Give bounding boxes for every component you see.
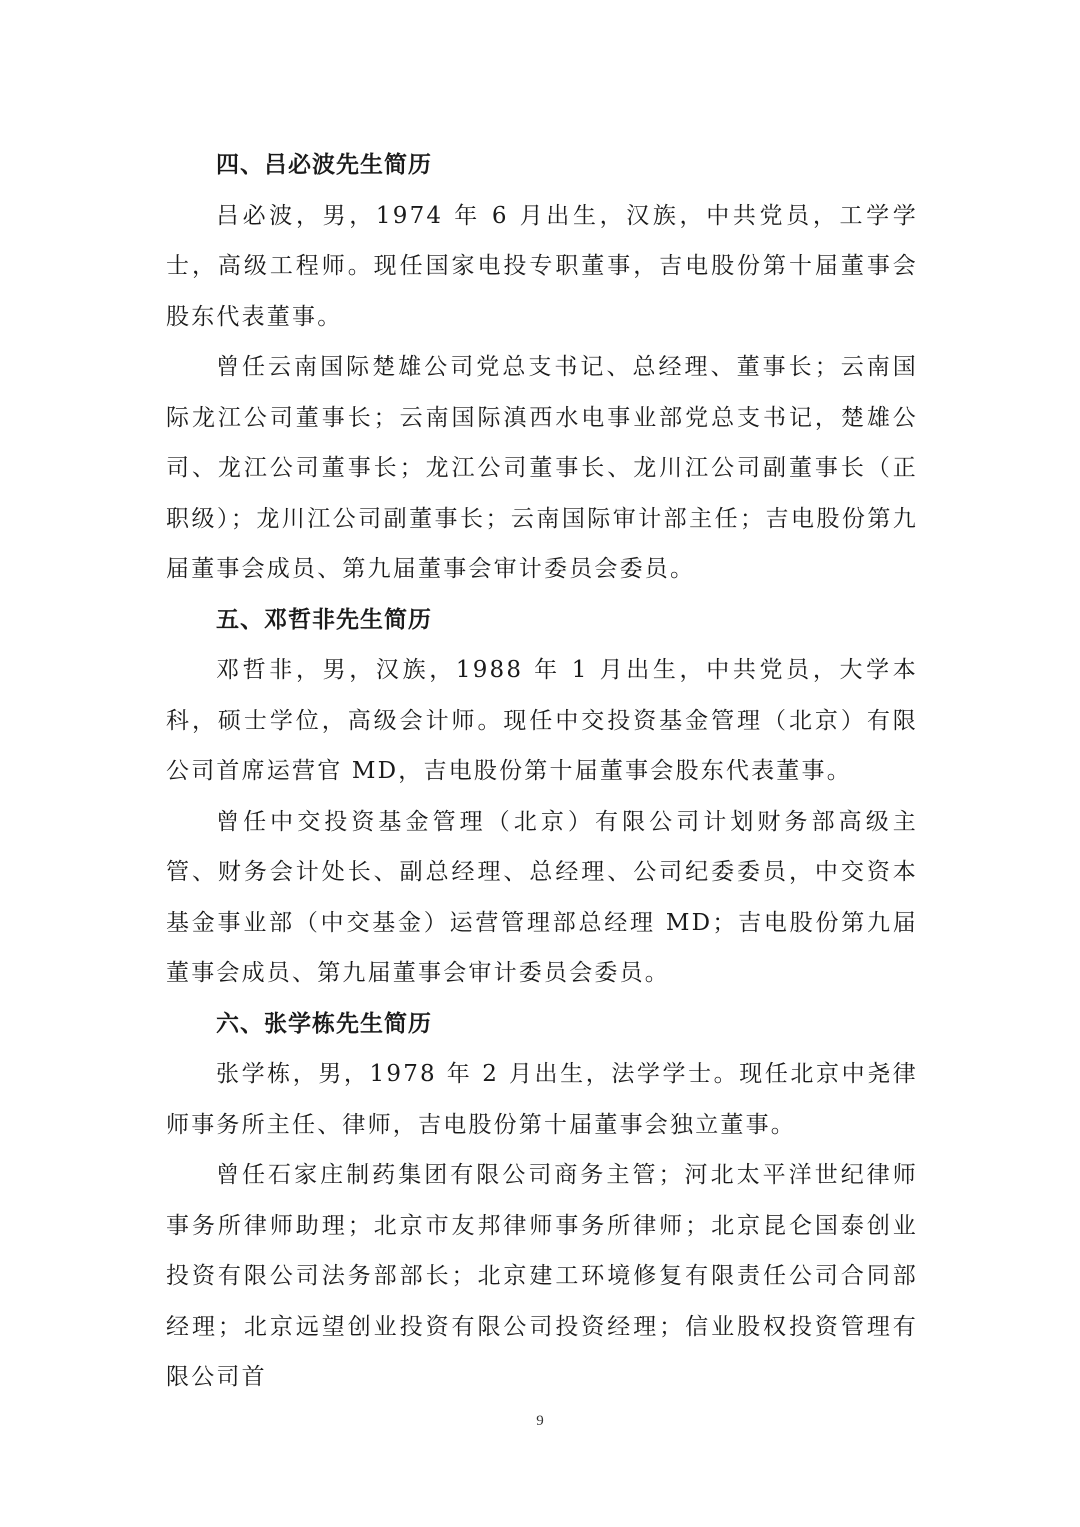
bio-paragraph: 吕必波，男，1974 年 6 月出生，汉族，中共党员，工学学士，高级工程师。现任国家电投专职董事，吉电股份第十届董事会股东代表董事。 (166, 202, 918, 330)
career-paragraph: 曾任石家庄制药集团有限公司商务主管；河北太平洋世纪律师事务所律师助理；北京市友邦律师事务所律师；北京昆仑国泰创业投资有限公司法务部部长；北京建工环境修复有限责任公司合同部经理；北京远望创业投资有限公司投资经理；信业股权投资管理有限公司首 (166, 1162, 918, 1390)
career-paragraph: 曾任云南国际楚雄公司党总支书记、总经理、董事长；云南国际龙江公司董事长；云南国际滇西水电事业部党总支书记，楚雄公司、龙江公司董事长；龙江公司董事长、龙川江公司副董事长（正职级）；龙川江公司副董事长；云南国际审计部主任；吉电股份第九届董事会成员、第九届董事会审计委员会委员。 (166, 354, 918, 582)
section-heading: 六、张学栋先生简历 (216, 1010, 432, 1037)
section-heading: 四、吕必波先生简历 (216, 152, 432, 178)
resume-section-lv-bibo (166, 140, 918, 595)
bio-paragraph: 张学栋，男，1978 年 2 月出生，法学学士。现任北京中尧律师事务所主任、律师，吉电股份第十届董事会独立董事。 (166, 1061, 918, 1138)
page-number: 9 (536, 1413, 544, 1429)
document-page (166, 140, 918, 1403)
bio-paragraph: 邓哲非，男，汉族，1988 年 1 月出生，中共党员，大学本科，硕士学位，高级会计师。现任中交投资基金管理（北京）有限公司首席运营官 MD，吉电股份第十届董事会股东代表董事。 (166, 657, 918, 784)
resume-section-zhang-xuedong (166, 999, 918, 1403)
resume-section-deng-zhefei (166, 595, 918, 999)
section-heading: 五、邓哲非先生简历 (216, 606, 432, 633)
career-paragraph: 曾任中交投资基金管理（北京）有限公司计划财务部高级主管、财务会计处长、副总经理、总经理、公司纪委委员，中交资本基金事业部（中交基金）运营管理部总经理 MD；吉电股份第九届董事会成员、第九届董事会审计委员会委员。 (166, 808, 918, 986)
